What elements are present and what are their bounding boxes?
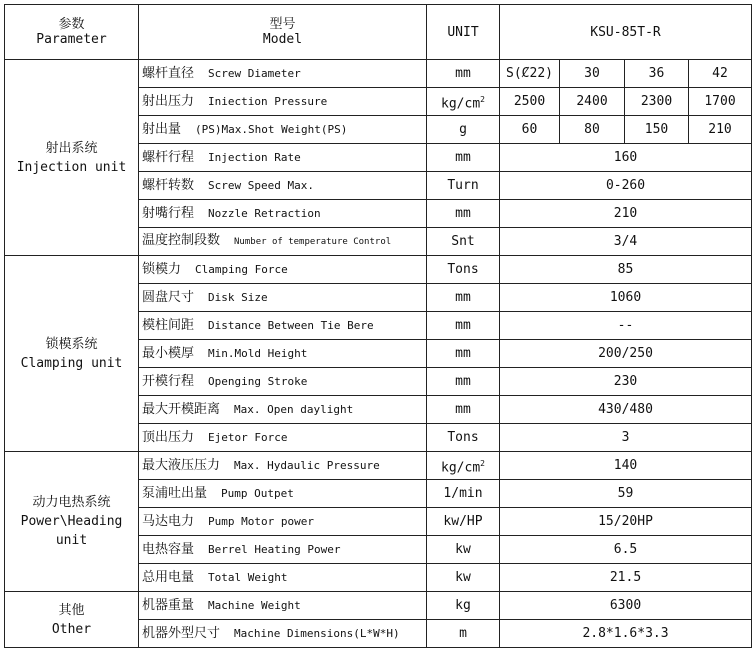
spec-table [4, 4, 752, 648]
value-cell: 230 [500, 368, 752, 396]
group-injection-unit [5, 60, 139, 256]
table-row [5, 60, 752, 88]
parameter-header-zh: 参数 [58, 17, 85, 32]
unit-header: UNIT [427, 5, 500, 60]
param-ejector-force: 顶出压力 Ejetor Force [139, 424, 427, 452]
value-cell: 6.5 [500, 536, 752, 564]
table-row [5, 592, 752, 620]
param-pump-output: 泵浦吐出量 Pump Outpet [139, 480, 427, 508]
value-cell: 0-260 [500, 172, 752, 200]
param-clamping-force: 锁模力 Clamping Force [139, 256, 427, 284]
value-cell: 30 [560, 60, 625, 88]
unit-cell: $kg/cm^2$ [427, 88, 500, 116]
value-cell: 6300 [500, 592, 752, 620]
value-cell: 59 [500, 480, 752, 508]
value-cell: 21.5 [500, 564, 752, 592]
unit-cell: Tons [427, 424, 500, 452]
unit-cell: Turn [427, 172, 500, 200]
value-cell: 42 [689, 60, 752, 88]
table-row [5, 452, 752, 480]
value-cell: 140 [500, 452, 752, 480]
unit-cell: m [427, 620, 500, 648]
param-max-hydraulic-pressure: 最大液压压力 Max. Hydaulic Pressure [139, 452, 427, 480]
param-screw-diameter: 螺杆直径 Screw Diameter [139, 60, 427, 88]
unit-cell: mm [427, 396, 500, 424]
value-cell: S(Ȼ22) [500, 60, 560, 88]
unit-cell: 1/min [427, 480, 500, 508]
param-total-power: 总用电量 Total Weight [139, 564, 427, 592]
unit-cell: kw [427, 536, 500, 564]
model-header-en: Model [262, 32, 303, 47]
value-cell: 210 [689, 116, 752, 144]
value-cell: 36 [625, 60, 689, 88]
param-max-open-daylight: 最大开模距离 Max. Open daylight [139, 396, 427, 424]
value-cell: 2500 [500, 88, 560, 116]
param-injection-pressure: 射出压力 Iniection Pressure [139, 88, 427, 116]
unit-cell: g [427, 116, 500, 144]
unit-cell: Tons [427, 256, 500, 284]
unit-cell: mm [427, 200, 500, 228]
group-label-zh: 动力电热系统 [32, 495, 111, 510]
unit-cell: mm [427, 144, 500, 172]
param-min-mold-height: 最小模厚 Min.Mold Height [139, 340, 427, 368]
group-label-zh: 射出系统 [45, 140, 98, 156]
unit-cell: kg [427, 592, 500, 620]
param-shot-weight: 射出量 (PS)Max.Shot Weight(PS) [139, 116, 427, 144]
value-cell: 3/4 [500, 228, 752, 256]
parameter-header-en: Parameter [36, 32, 107, 47]
param-disk-size: 圆盘尺寸 Disk Size [139, 284, 427, 312]
param-pump-motor-power: 马达电力 Pump Motor power [139, 508, 427, 536]
value-cell: -- [500, 312, 752, 340]
unit-cell: kw [427, 564, 500, 592]
value-cell: 85 [500, 256, 752, 284]
param-temperature-control: 温度控制段数 Number of temperature Control [139, 228, 427, 256]
value-cell: 430/480 [500, 396, 752, 424]
value-cell: 2300 [625, 88, 689, 116]
group-other [5, 592, 139, 648]
param-tie-bar-distance: 模柱间距 Distance Between Tie Bere [139, 312, 427, 340]
table-row [5, 256, 752, 284]
param-screw-speed: 螺杆转数 Screw Speed Max. [139, 172, 427, 200]
model-header-zh: 型号 [269, 17, 296, 32]
group-label-en: Injection unit [16, 159, 127, 175]
param-machine-weight: 机器重量 Machine Weight [139, 592, 427, 620]
model-value: KSU-85T-R [500, 5, 752, 60]
unit-cell: mm [427, 368, 500, 396]
value-cell: 60 [500, 116, 560, 144]
unit-cell: mm [427, 284, 500, 312]
group-label-en-line2: unit [55, 533, 88, 548]
unit-cell: mm [427, 60, 500, 88]
value-cell: 3 [500, 424, 752, 452]
value-cell: 80 [560, 116, 625, 144]
group-label-zh: 锁模系统 [45, 336, 98, 352]
param-screw-stroke: 螺杆行程 Injection Rate [139, 144, 427, 172]
value-cell: 1060 [500, 284, 752, 312]
unit-cell: $kg/cm^2$ [427, 452, 500, 480]
group-label-en: Other [51, 621, 92, 637]
param-barrel-heating-power: 电热容量 Berrel Heating Power [139, 536, 427, 564]
parameter-header [5, 5, 139, 60]
model-header [139, 5, 427, 60]
group-clamping-unit [5, 256, 139, 452]
group-label-zh: 其他 [58, 602, 85, 618]
value-cell: 2400 [560, 88, 625, 116]
unit-cell: Snt [427, 228, 500, 256]
header-row [5, 5, 752, 60]
unit-cell: mm [427, 340, 500, 368]
value-cell: 210 [500, 200, 752, 228]
group-power-heating-unit [5, 452, 139, 592]
value-cell: 1700 [689, 88, 752, 116]
value-cell: 200/250 [500, 340, 752, 368]
value-cell: 160 [500, 144, 752, 172]
value-cell: 2.8*1.6*3.3 [500, 620, 752, 648]
unit-cell: mm [427, 312, 500, 340]
unit-cell: kw/HP [427, 508, 500, 536]
group-label-en: Clamping unit [20, 355, 123, 371]
param-nozzle-retraction: 射嘴行程 Nozzle Retraction [139, 200, 427, 228]
param-opening-stroke: 开模行程 Openging Stroke [139, 368, 427, 396]
value-cell: 150 [625, 116, 689, 144]
value-cell: 15/20HP [500, 508, 752, 536]
group-label-en: Power\Heading [20, 514, 123, 529]
param-machine-dimensions: 机器外型尺寸 Machine Dimensions(L*W*H) [139, 620, 427, 648]
